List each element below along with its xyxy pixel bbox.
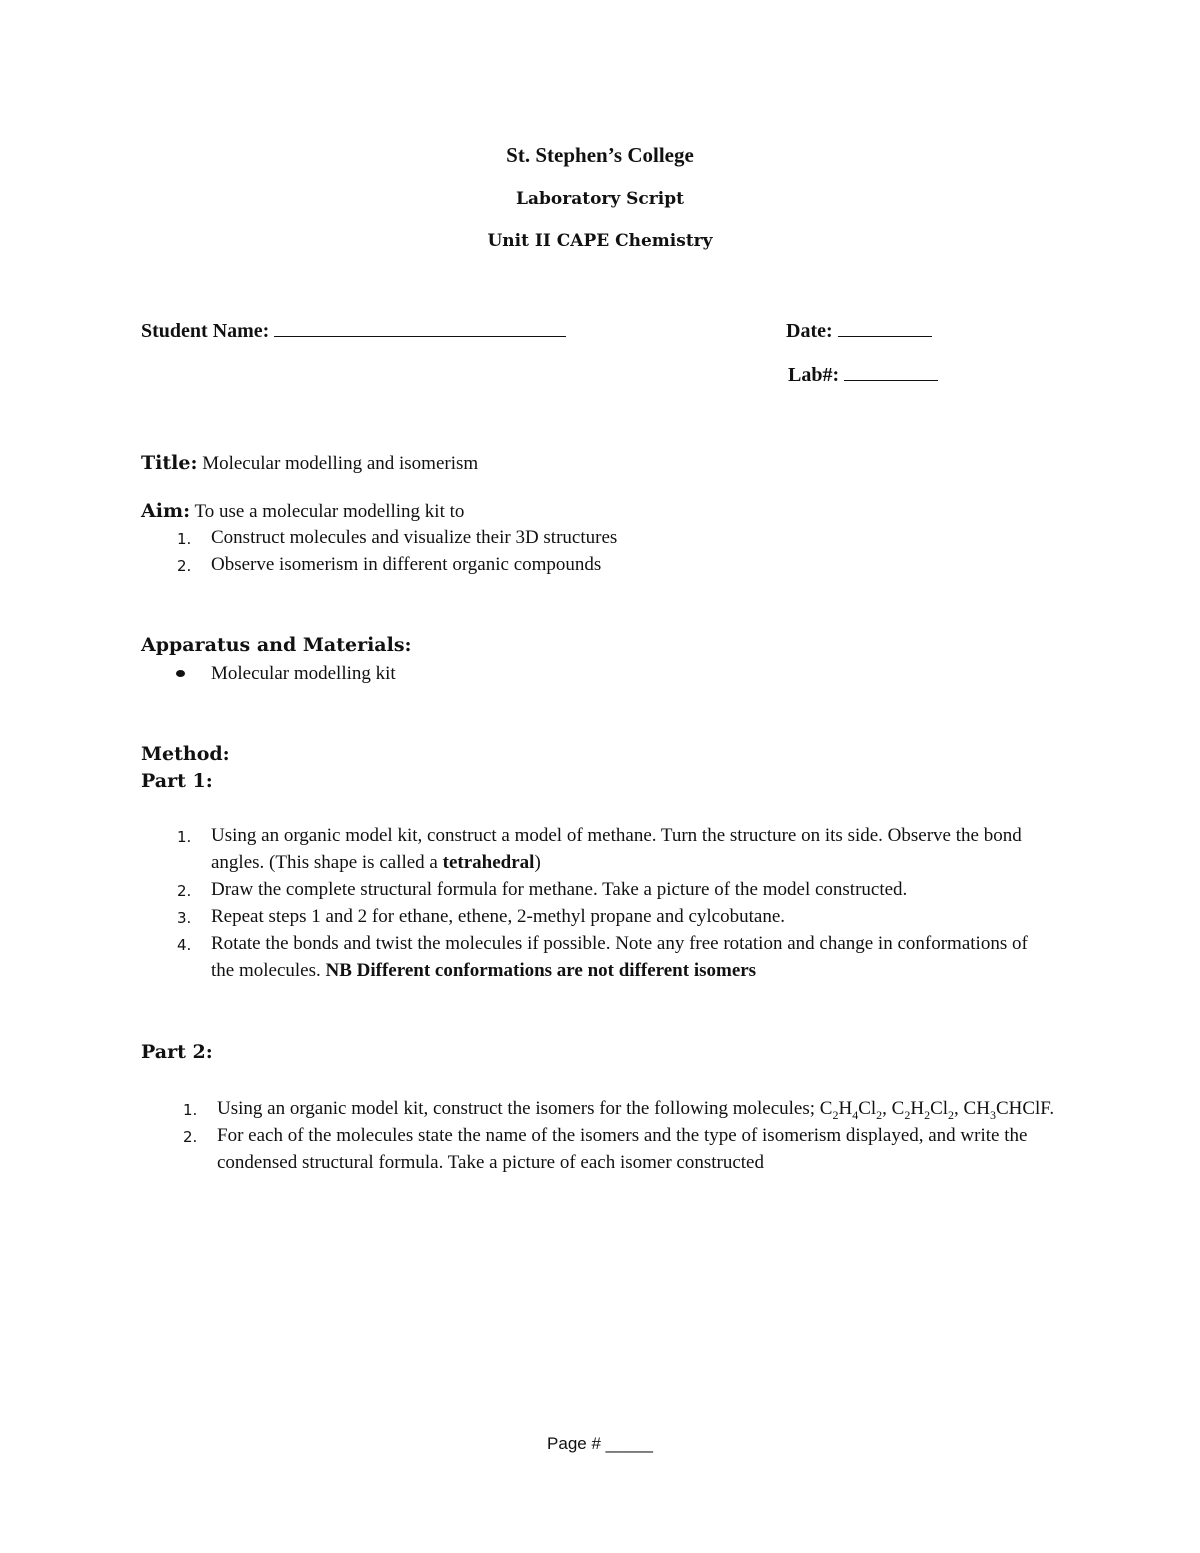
part1-heading: Part 1: bbox=[141, 770, 213, 792]
list-item bbox=[177, 930, 1061, 984]
list-item-text: Molecular modelling kit bbox=[211, 663, 396, 684]
method-heading: Method: bbox=[141, 743, 230, 765]
list-item bbox=[177, 524, 1011, 551]
aim-line bbox=[141, 498, 464, 525]
page-number-footer: Page # _____ bbox=[547, 1434, 653, 1453]
student-name-label: Student Name: bbox=[141, 320, 270, 342]
student-name-field bbox=[141, 316, 566, 344]
list-item-text: Rotate the bonds and twist the molecules if possible. Note any free rotation and change in conformations of the molecules. bbox=[211, 933, 1028, 981]
list-item-text: For each of the molecules state the name of the isomers and the type of isomerism displayed, and write the condensed structural formula. Take a picture of each isomer constructed bbox=[217, 1125, 1028, 1173]
apparatus-list bbox=[211, 660, 1011, 687]
title-label: Title: bbox=[141, 452, 198, 474]
list-item-text-end: ) bbox=[534, 852, 541, 873]
list-item-text: Repeat steps 1 and 2 for ethane, ethene, 2-methyl propane and cylcobutane. bbox=[211, 906, 786, 927]
list-number: 1. bbox=[177, 828, 192, 846]
part2-heading: Part 2: bbox=[141, 1041, 213, 1063]
list-item bbox=[177, 876, 1061, 903]
lab-blank[interactable] bbox=[844, 360, 938, 381]
lab-number-field bbox=[788, 360, 938, 388]
title-line bbox=[141, 450, 478, 477]
list-number: 1. bbox=[183, 1101, 198, 1119]
list-number: 2. bbox=[183, 1128, 198, 1146]
lab-label: Lab#: bbox=[788, 364, 840, 386]
student-name-blank[interactable] bbox=[274, 316, 566, 337]
list-item bbox=[177, 822, 1061, 876]
date-field bbox=[786, 316, 932, 344]
emphasis-text: tetrahedral bbox=[442, 852, 535, 873]
list-number: 2. bbox=[177, 557, 192, 575]
date-blank[interactable] bbox=[838, 316, 932, 337]
list-item-text: Construct molecules and visualize their 3D structures bbox=[211, 527, 618, 548]
formula-c2h4cl2: $C_2H_4Cl_2$ bbox=[819, 1098, 883, 1122]
list-item-text: Draw the complete structural formula for methane. Take a picture of the model constructed. bbox=[211, 879, 908, 900]
list-item-text: Using an organic model kit, construct the isomers for the following molecules; bbox=[217, 1098, 820, 1119]
part1-steps bbox=[177, 822, 1061, 984]
aim-label: Aim: bbox=[141, 500, 191, 522]
list-number: 1. bbox=[177, 530, 192, 548]
bullet-icon bbox=[176, 670, 185, 677]
document-type: Laboratory Script bbox=[516, 189, 684, 209]
aim-intro: To use a molecular modelling kit to bbox=[194, 501, 465, 522]
list-item bbox=[177, 903, 1061, 930]
list-item: 1. Using an organic model kit, construct the isomers for the following molecules; $C_2H_4Cl_2$, $C_2H_2Cl_2$, $CH_3CHClF$. bbox=[217, 1095, 1057, 1122]
list-number: 4. bbox=[177, 936, 192, 954]
list-item bbox=[211, 660, 1011, 687]
title-text: Molecular modelling and isomerism bbox=[202, 453, 479, 474]
list-number: 3. bbox=[177, 909, 192, 927]
part2-steps bbox=[183, 1095, 1057, 1176]
formula-ch3chclf: $CH_3CHClF$. bbox=[963, 1098, 1055, 1122]
list-item bbox=[183, 1122, 1057, 1176]
list-number: 2. bbox=[177, 882, 192, 900]
aim-list bbox=[177, 524, 1011, 578]
list-item-text: Observe isomerism in different organic compounds bbox=[211, 554, 602, 575]
school-name: St. Stephen’s College bbox=[506, 143, 694, 167]
formula-c2h2cl2: $C_2H_2Cl_2$ bbox=[891, 1098, 955, 1122]
list-item bbox=[177, 551, 1011, 578]
unit-title: Unit II CAPE Chemistry bbox=[487, 231, 713, 251]
date-label: Date: bbox=[786, 320, 833, 342]
list-item-text: Using an organic model kit, construct a model of methane. Turn the structure on its side. Observe the bond angles. (This shape is called a bbox=[211, 825, 1022, 873]
apparatus-heading: Apparatus and Materials: bbox=[141, 634, 412, 656]
emphasis-text: NB Different conformations are not different isomers bbox=[325, 960, 757, 981]
